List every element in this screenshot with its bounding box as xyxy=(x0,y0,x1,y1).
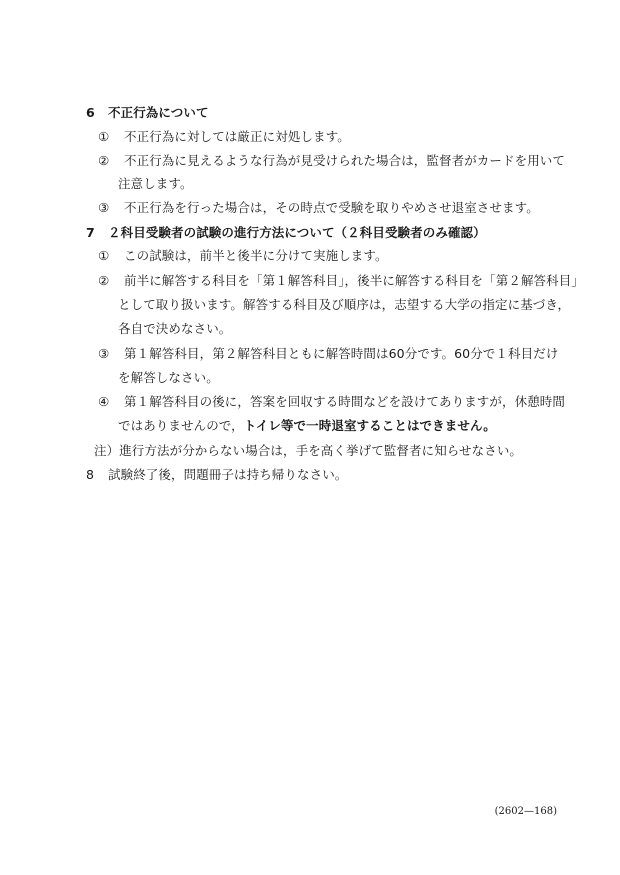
item-text-continued: を解答しなさい。 xyxy=(118,370,219,385)
item-text: この試験は，前半と後半に分けて実施します。 xyxy=(124,248,388,263)
list-item xyxy=(98,248,388,264)
section-title: ２科目受験者の試験の進行方法について（２科目受験者のみ確認） xyxy=(108,225,486,240)
section-text: 試験終了後，問題冊子は持ち帰りなさい。 xyxy=(108,467,348,482)
list-item xyxy=(98,129,350,145)
section-8 xyxy=(86,467,347,483)
list-item xyxy=(98,200,539,216)
page-code: (2602—168) xyxy=(494,806,557,817)
item-text-continued: 各自で決めなさい。 xyxy=(118,321,232,336)
item-marker: ② xyxy=(98,273,110,288)
item-text: 不正行為に対しては厳正に対処します。 xyxy=(124,129,350,144)
section-title: 不正行為について xyxy=(108,105,209,120)
item-text-continued: として取り扱います。解答する科目及び順序は，志望する大学の指定に基づき， xyxy=(118,297,571,312)
item-marker: ② xyxy=(98,153,110,168)
list-item xyxy=(98,153,565,169)
section-number: 8 xyxy=(86,467,95,482)
item-text-continued xyxy=(118,418,496,434)
section-number: 6 xyxy=(86,105,95,120)
item-text: 前半に解答する科目を「第１解答科目」，後半に解答する科目を「第２解答科目」 xyxy=(124,273,584,288)
section-7-heading xyxy=(86,225,486,241)
item-marker: ④ xyxy=(98,394,110,409)
list-item xyxy=(98,346,558,362)
item-marker: ① xyxy=(98,129,110,144)
item-text: 不正行為を行った場合は，その時点で受験を取りやめさせ退室させます。 xyxy=(124,200,539,215)
section-number: 7 xyxy=(86,225,95,240)
section-7-note: 注）進行方法が分からない場合は，手を高く挙げて監督者に知らせなさい。 xyxy=(94,443,523,458)
section-6-heading xyxy=(86,105,209,121)
item-text: 不正行為に見えるような行為が見受けられた場合は，監督者がカードを用いて xyxy=(124,153,566,168)
item-marker: ③ xyxy=(98,200,110,215)
item-text: 第１解答科目の後に，答案を回収する時間などを設けてありますが，休憩時間 xyxy=(124,394,566,409)
item-text-emphasis: トイレ等で一時退室することはできません。 xyxy=(243,418,496,433)
item-text: 第１解答科目，第２解答科目ともに解答時間は60分です。60分で１科目だけ xyxy=(124,346,559,361)
item-text-plain: ではありませんので， xyxy=(118,418,244,433)
item-text-continued: 注意します。 xyxy=(118,176,193,191)
list-item xyxy=(98,394,565,410)
item-marker: ③ xyxy=(98,346,110,361)
list-item xyxy=(98,273,584,289)
item-marker: ① xyxy=(98,248,110,263)
